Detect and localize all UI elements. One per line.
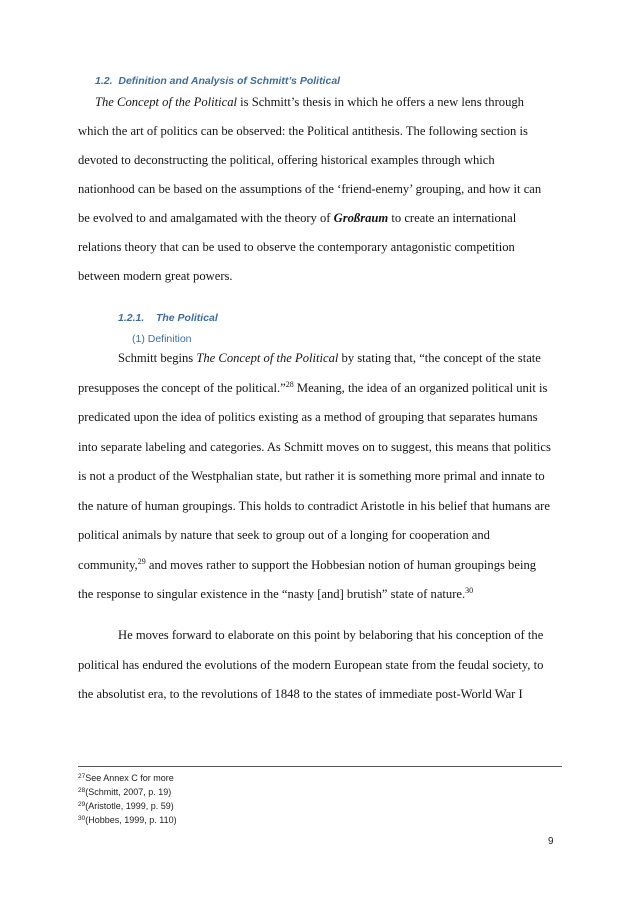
p2-line-7: political animals by nature that seek to group out of a longing for cooperation and [78,528,490,542]
footnote-divider [78,766,562,767]
p1-line-7: between modern great powers. [78,269,233,283]
subsection-heading [118,312,218,324]
section-heading [95,75,340,87]
section-number: 1.2. [95,75,113,87]
subsection-title: The Political [155,312,218,324]
p2-line-6: the nature of human groupings. This holds to contradict Aristotle in his belief that humans are [78,499,550,513]
p1-line-1: The Concept of the Political is Schmitt’s thesis in which he offers a new lens through [95,95,524,109]
p1-line-5: be evolved to and amalgamated with the theory of Großraum to create an international [78,211,517,225]
section-title-italic: Political [299,75,341,87]
p2-line-1: Schmitt begins The Concept of the Political by stating that, “the concept of the state [118,351,541,365]
footnote-28: $^{28}$(Schmitt, 2007, p. 19) [78,787,172,797]
p2-line-5: is not a product of the Westphalian state, but rather it is something more primal and innate to [78,469,545,483]
p2-line-9: the response to singular existence in the “nasty [and] brutish” state of nature.$^{30}$ [78,586,474,601]
definition-heading: (1) Definition [132,333,192,345]
section-title-prefix: Definition and Analysis of Schmitt’s [118,75,300,87]
page-number: 9 [548,836,554,847]
p3-line-1: He moves forward to elaborate on this point by belaboring that his conception of the [118,628,544,642]
footnote-30: $^{30}$(Hobbes, 1999, p. 110) [78,815,177,825]
p1-line-3: devoted to deconstructing the political, offering historical examples through which [78,153,495,167]
p3-line-3: the absolutist era, to the revolutions of 1848 to the states of immediate post-World War I [78,687,523,701]
subsection-number: 1.2.1. [118,312,145,324]
p1-line-2: which the art of politics can be observed: the Political antithesis. The following section is [78,124,528,138]
p1-line-4: nationhood can be based on the assumptions of the ‘friend-enemy’ grouping, and how it can [78,182,542,196]
p2-line-4: into separate labeling and categories. As Schmitt moves on to suggest, this means that politics [78,440,551,454]
p3-line-2: political has endured the evolutions of the modern European state from the feudal society, to [78,658,544,672]
p1-line-6: relations theory that can be used to observe the contemporary antagonistic competition [78,240,515,254]
footnote-27: $^{27}$See Annex C for more [78,773,174,783]
p2-line-8: community,$^{29}$ and moves rather to support the Hobbesian notion of human groupings being [78,557,537,572]
p2-line-3: predicated upon the idea of politics existing as a method of grouping that separates humans [78,410,538,424]
footnote-29: $^{29}$(Aristotle, 1999, p. 59) [78,801,174,811]
p2-line-2: presupposes the concept of the political.”$^{28}$ Meaning, the idea of an organized political unit is [78,380,548,395]
